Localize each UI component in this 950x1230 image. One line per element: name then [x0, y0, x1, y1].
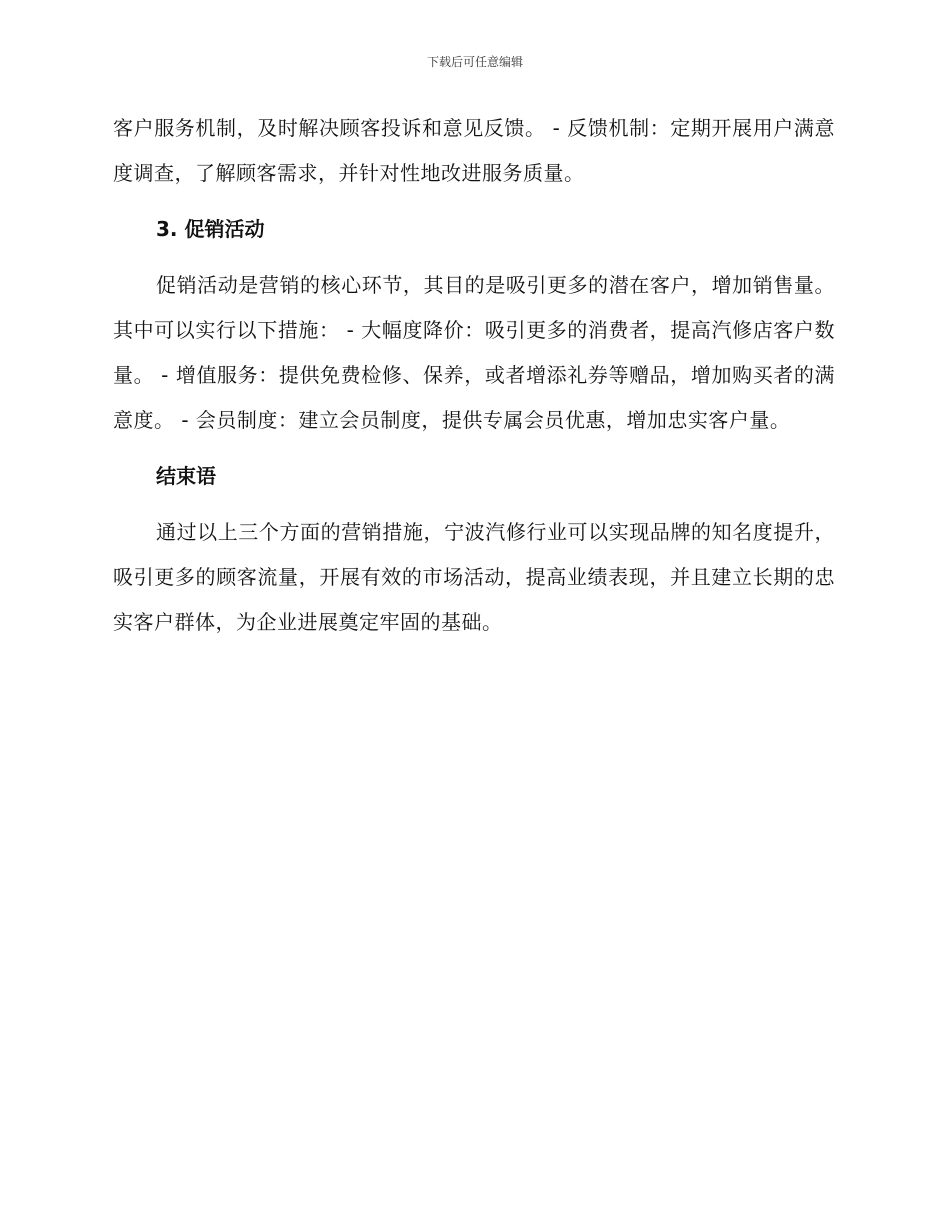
conclusion-paragraph: 通过以上三个方面的营销措施，宁波汽修行业可以实现品牌的知名度提升，吸引更多的顾客流量，开展有效的市场活动，提高业绩表现，并且建立长期的忠实客户群体，为企业进展奠定牢固的基础。: [113, 520, 835, 634]
continued-paragraph: 客户服务机制，及时解决顾客投诉和意见反馈。 - 反馈机制：定期开展用户满意度调查，了解顾客需求，并针对性地改进服务质量。: [113, 116, 835, 185]
promo-heading: 3. 促销活动: [156, 217, 265, 241]
page-header: 下载后可任意编辑: [426, 55, 523, 69]
conclusion-heading: 结束语: [156, 464, 216, 488]
promo-paragraph: 促销活动是营销的核心环节，其目的是吸引更多的潜在客户，增加销售量。 其中可以实行以下措施： - 大幅度降价：吸引更多的消费者，提高汽修店客户数量。 - 增值服务：提供免费检修、保养，或者增添礼券等赠品，增加购买者的满意度。 - 会员制度：建立会员制度，提供专属会员优惠，增加忠实客户量。: [113, 273, 835, 432]
document-body: [113, 106, 835, 645]
